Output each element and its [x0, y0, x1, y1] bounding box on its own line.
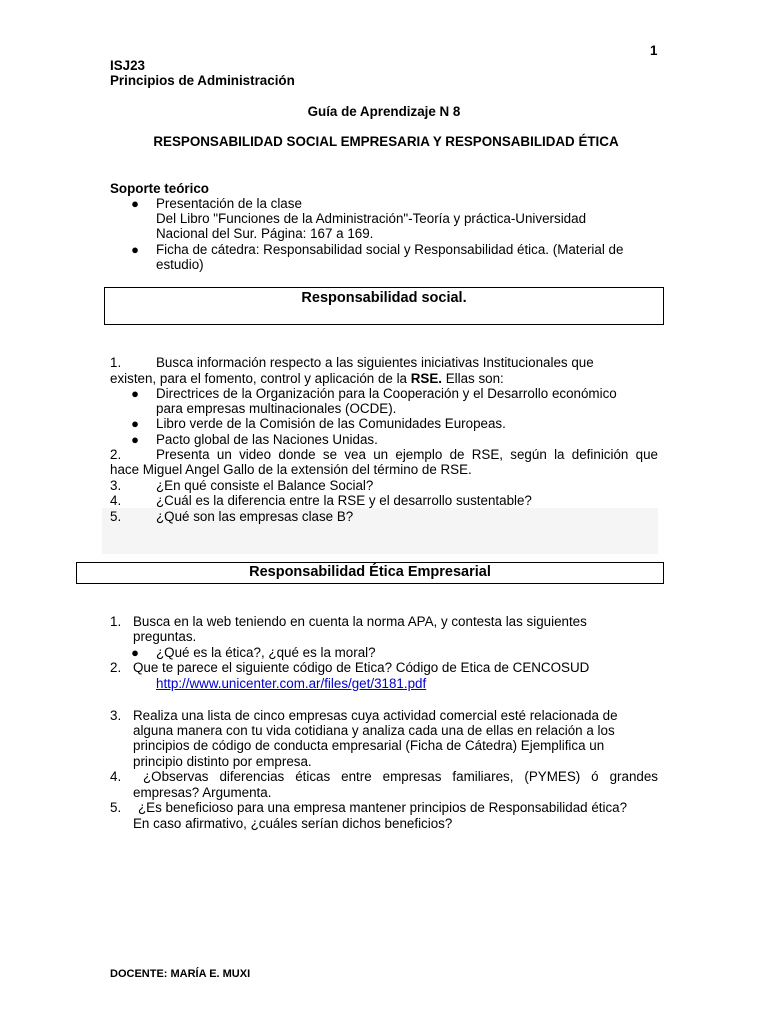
support-heading: Soporte teórico	[110, 181, 209, 196]
bullet-icon: ●	[131, 645, 139, 660]
section-heading-social: Responsabilidad social.	[301, 290, 467, 306]
list-item: Pacto global de las Naciones Unidas.	[156, 432, 378, 447]
question-text: ¿Qué son las empresas clase B?	[156, 509, 354, 524]
support-item-line: Ficha de cátedra: Responsabilidad social y Responsabilidad ética. (Material de	[156, 242, 624, 257]
question-text: principio distinto por empresa.	[133, 754, 312, 769]
bullet-icon: ●	[131, 432, 139, 447]
main-title: RESPONSABILIDAD SOCIAL EMPRESARIA Y RESPONSABILIDAD ÉTICA	[153, 134, 619, 149]
question-text: principios de código de conducta empresarial (Ficha de Cátedra) Ejemplifica un	[133, 738, 605, 753]
rse-emphasis: RSE.	[410, 371, 442, 386]
list-item: ¿Qué es la ética?, ¿qué es la moral?	[156, 645, 376, 660]
guide-title: Guía de Aprendizaje N 8	[307, 104, 461, 119]
support-item-line: Nacional del Sur. Página: 167 a 169.	[156, 226, 374, 241]
question-text-part: existen, para el fomento, control y aplicación de la	[110, 371, 411, 386]
support-item-line: Presentación de la clase	[156, 196, 302, 211]
question-number: 5.	[110, 509, 122, 524]
section-box-social	[104, 287, 664, 325]
bullet-icon: ●	[131, 416, 139, 431]
question-text: Busca en la web teniendo en cuenta la norma APA, y contesta las siguientes	[133, 614, 587, 629]
question-number: 5.	[110, 800, 122, 815]
list-item: para empresas multinacionales (OCDE).	[156, 401, 397, 416]
question-text: ¿Es beneficioso para una empresa mantener principios de Responsabilidad ética?	[138, 800, 628, 815]
section-box-ethics	[76, 562, 664, 584]
question-number: 2.	[110, 447, 122, 462]
page-number: 1	[650, 43, 658, 58]
bullet-icon: ●	[131, 196, 139, 211]
question-text: ¿Cuál es la diferencia entre la RSE y el desarrollo sustentable?	[156, 493, 532, 508]
question-text-part: Ellas son:	[441, 371, 504, 386]
question-text-line: ¿Observas diferencias éticas entre empresas familiares, (PYMES) ó grandes	[143, 769, 658, 784]
bullet-icon: ●	[131, 242, 139, 257]
question-text: Realiza una lista de cinco empresas cuya actividad comercial esté relacionada de	[133, 708, 618, 723]
support-item-line: estudio)	[156, 257, 204, 272]
list-item: Libro verde de la Comisión de las Comunidades Europeas.	[156, 416, 506, 431]
question-text	[133, 769, 658, 785]
question-text	[156, 447, 658, 463]
question-text: preguntas.	[133, 629, 197, 644]
question-number: 3.	[110, 478, 122, 493]
footer-teacher: DOCENTE: MARÍA E. MUXI	[110, 968, 251, 980]
cencosud-code-link[interactable]: http://www.unicenter.com.ar/files/get/3181.pdf	[156, 676, 427, 691]
question-text: Busca información respecto a las siguientes iniciativas Institucionales que	[156, 355, 594, 370]
question-number: 4.	[110, 493, 122, 508]
question-text-line: Presenta un video donde se vea un ejemplo de RSE, según la definición que	[156, 447, 658, 462]
question-number: 2.	[110, 660, 122, 675]
question-text: ¿En qué consiste el Balance Social?	[156, 478, 374, 493]
question-text	[110, 371, 504, 387]
question-text: hace Miguel Angel Gallo de la extensión del término de RSE.	[110, 462, 472, 477]
bullet-icon: ●	[131, 386, 139, 401]
question-text: empresas? Argumenta.	[133, 785, 272, 800]
section-heading-ethics: Responsabilidad Ética Empresarial	[249, 564, 491, 580]
question-text: En caso afirmativo, ¿cuáles serían dichos beneficios?	[133, 816, 453, 831]
question-number: 1.	[110, 614, 122, 629]
course-code: ISJ23	[110, 58, 145, 73]
question-text: Que te parece el siguiente código de Etica? Código de Etica de CENCOSUD	[133, 660, 590, 675]
question-number: 3.	[110, 708, 122, 723]
support-item-line: Del Libro "Funciones de la Administración"-Teoría y práctica-Universidad	[156, 211, 587, 226]
question-number: 4.	[110, 769, 122, 784]
list-item: Directrices de la Organización para la Cooperación y el Desarrollo económico	[156, 386, 617, 401]
course-name: Principios de Administración	[110, 73, 295, 88]
question-number: 1.	[110, 355, 122, 370]
question-text: alguna manera con tu vida cotidiana y analiza cada una de ellas en relación a los	[133, 723, 615, 738]
